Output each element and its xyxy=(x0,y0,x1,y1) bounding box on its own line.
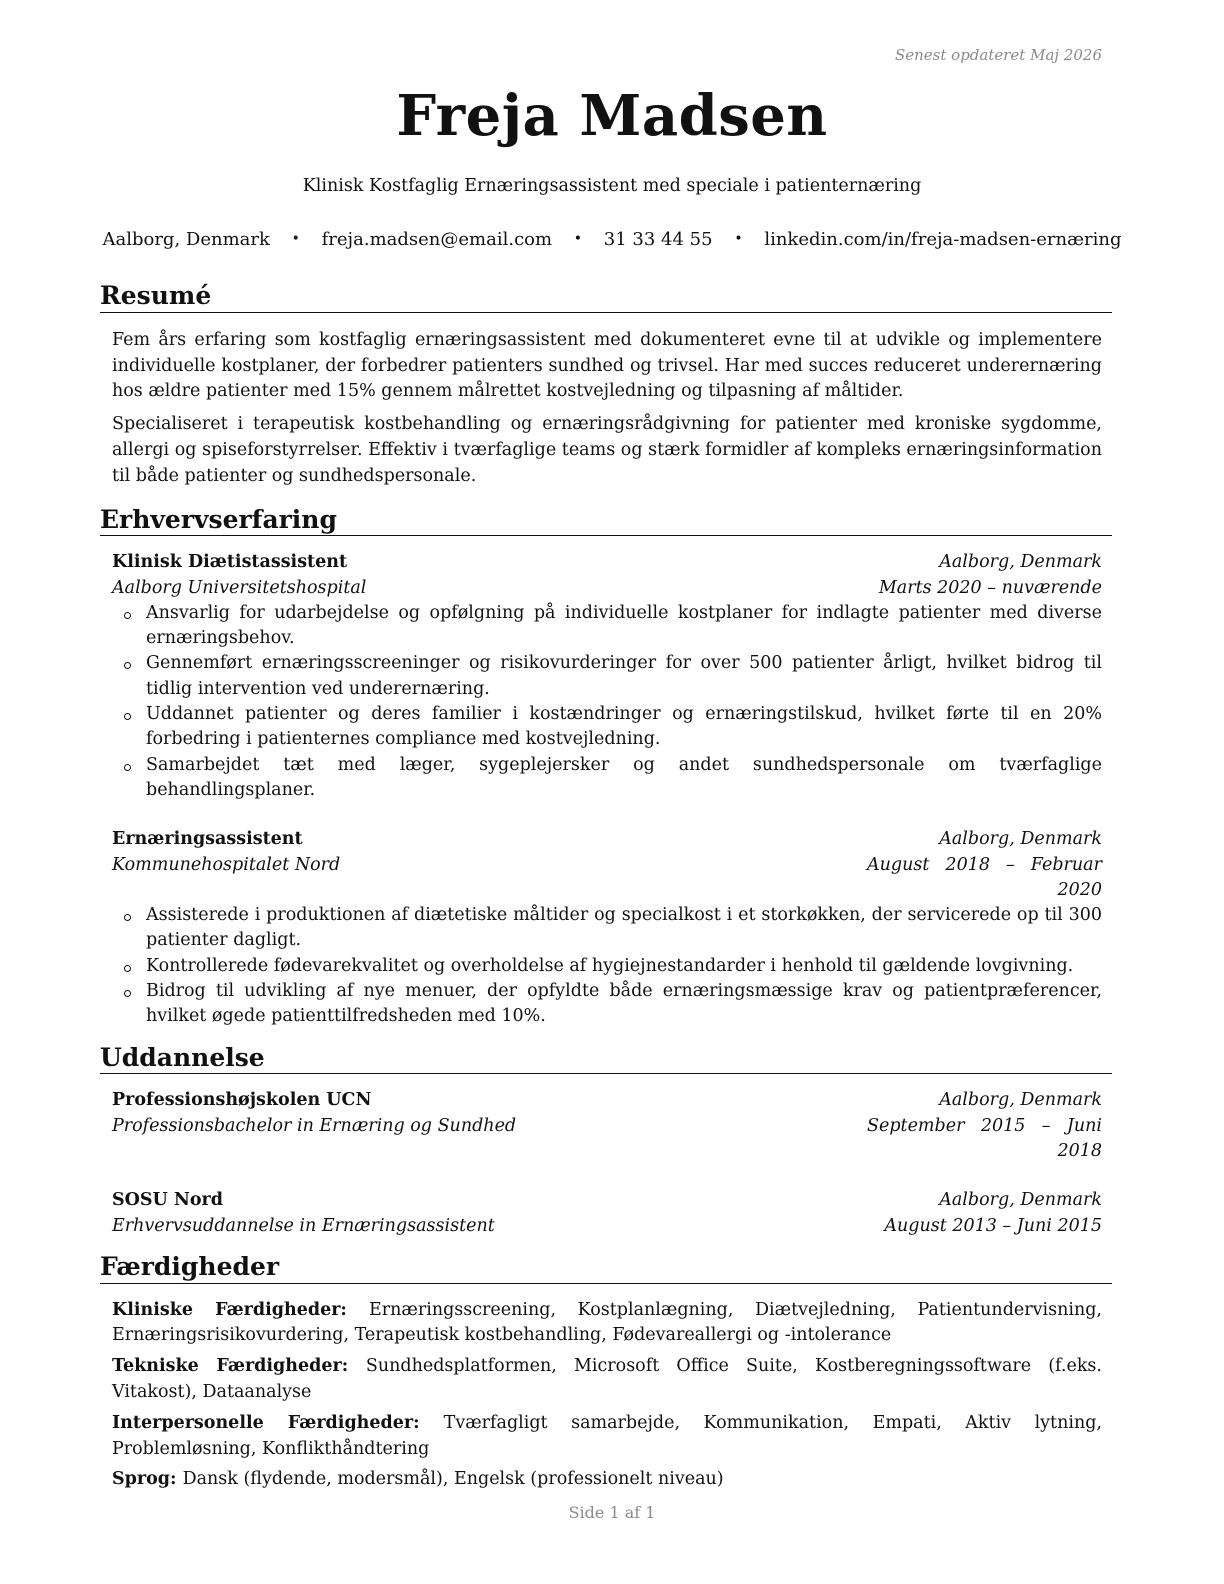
job-bullet: Samarbejdet tæt med læger, sygeplejersker og andet sundhedspersonale om tværfaglige behandlingsplaner. xyxy=(112,753,1102,804)
contact-bar xyxy=(0,229,1224,250)
entry-subheader-row xyxy=(112,853,1102,904)
contact-separator: • xyxy=(291,231,300,247)
skills-section xyxy=(100,1253,1112,1493)
school-name: SOSU Nord xyxy=(112,1190,223,1211)
skill-values: Dansk (flydende, modersmål), Engelsk (professionelt niveau) xyxy=(182,1469,724,1490)
summary-text xyxy=(100,313,1112,500)
skill-line xyxy=(112,1298,1102,1350)
job-bullet: Bidrog til udvikling af nye menuer, der opfyldte både ernæringsmæssige krav og patientpræferencer, hvilket øgede patienttilfredsheden med 10%. xyxy=(112,979,1102,1030)
contact-phone: 31 33 44 55 xyxy=(603,229,713,250)
skill-line xyxy=(112,1467,1102,1493)
skill-values: Tværfagligt samarbejde, Kommunikation, Empati, Aktiv lytning, Problemløsning, Konflikthåndtering xyxy=(112,1412,1102,1459)
job-bullet: Gennemført ernæringsscreeninger og risikovurderinger for over 500 patienter årligt, hvilket bidrog til tidlig intervention ved underernæring. xyxy=(112,651,1102,702)
section-title-education: Uddannelse xyxy=(100,1044,1112,1075)
job-organization: Kommunehospitalet Nord xyxy=(112,854,341,875)
entry-header-row xyxy=(112,550,1102,575)
entry-subheader-row xyxy=(112,1214,1102,1239)
skill-category: Interpersonelle Færdigheder: xyxy=(112,1412,444,1433)
experience-entry xyxy=(100,803,1112,1029)
entry-header-row xyxy=(112,1088,1102,1113)
entry-subheader-row xyxy=(112,576,1102,601)
resume-body xyxy=(100,282,1112,1499)
job-dates: Marts 2020 – nuværende xyxy=(878,577,1102,598)
school-location: Aalborg, Denmark xyxy=(939,1190,1102,1211)
contact-email-link[interactable]: freja.madsen@email.com xyxy=(321,229,553,250)
skill-values: Sundhedsplatformen, Microsoft Office Suite, Kostberegningssoftware (f.eks. Vitakost), Dataanalyse xyxy=(112,1356,1102,1402)
contact-linkedin-link[interactable]: linkedin.com/in/freja-madsen-ernæring xyxy=(764,229,1122,250)
page-number: Side 1 af 1 xyxy=(568,1503,656,1522)
job-bullet: Ansvarlig for udarbejdelse og opfølgning på individuelle kostplaner for indlagte patienter med diverse ernæringsbehov. xyxy=(112,601,1102,652)
job-location: Aalborg, Denmark xyxy=(939,552,1102,573)
job-bullets xyxy=(112,601,1102,803)
summary-paragraph: Fem års erfaring som kostfaglig ernæringsassistent med dokumenteret evne til at udvikle og implementere individuelle kostplaner, der forbedrer patienters sundhed og trivsel. Har med succes reduceret underernæring hos ældre patienter med 15% gennem målrettet kostvejledning og tilpasning af måltider. xyxy=(112,329,1102,402)
entry-subheader-row xyxy=(112,1114,1102,1165)
job-bullet: Uddannet patienter og deres familier i kostændringer og ernæringstilskud, hvilket førte til en 20% forbedring i patienternes compliance med kostvejledning. xyxy=(112,702,1102,753)
candidate-name: Freja Madsen xyxy=(396,83,828,149)
education-section xyxy=(100,1044,1112,1247)
entry-header-row xyxy=(112,827,1102,852)
job-location: Aalborg, Denmark xyxy=(939,829,1102,850)
education-entry xyxy=(100,1164,1112,1239)
contact-separator: • xyxy=(573,231,583,247)
job-dates: August 2018 – Februar 2020 xyxy=(867,854,1102,900)
job-role: Klinisk Diætistassistent xyxy=(112,552,348,573)
contact-location: Aalborg, Denmark xyxy=(102,229,270,250)
summary-paragraph: Specialiseret i terapeutisk kostbehandling og ernæringsrådgivning for patienter med kroniske sygdomme, allergi og spiseforstyrrelser. Effektiv i tværfaglige teams og stærk formidler af kompleks ernæringsinformation til både patienter og sundhedspersonale. xyxy=(112,414,1102,486)
job-bullets xyxy=(112,903,1102,1029)
education-entry xyxy=(100,1074,1112,1164)
contact-separator: • xyxy=(734,231,743,247)
education-dates: August 2013 – Juni 2015 xyxy=(884,1215,1102,1236)
section-title-summary: Resumé xyxy=(100,282,1112,313)
skill-category: Sprog: xyxy=(112,1469,183,1490)
skill-line xyxy=(112,1354,1102,1406)
skills-list xyxy=(100,1284,1112,1494)
last-updated-note: Senest opdateret Maj 2026 xyxy=(894,46,1102,64)
experience-section xyxy=(100,506,1112,1038)
job-bullet: Assisterede i produktionen af diætetiske måltider og specialkost i et storkøkken, der servicerede op til 300 patienter dagligt. xyxy=(112,903,1102,954)
entry-header-row xyxy=(112,1188,1102,1213)
job-bullet: Kontrollerede fødevarekvalitet og overholdelse af hygiejnestandarder i henhold til gældende lovgivning. xyxy=(112,954,1102,979)
education-dates: September 2015 – Juni 2018 xyxy=(867,1115,1102,1161)
experience-entry xyxy=(100,536,1112,803)
job-organization: Aalborg Universitetshospital xyxy=(112,577,367,598)
section-title-experience: Erhvervserfaring xyxy=(100,506,1112,537)
summary-section xyxy=(100,282,1112,500)
skill-line xyxy=(112,1411,1102,1463)
school-location: Aalborg, Denmark xyxy=(939,1090,1102,1111)
candidate-tagline: Klinisk Kostfaglig Ernæringsassistent med speciale i patienternæring xyxy=(302,176,922,196)
skill-category: Tekniske Færdigheder: xyxy=(112,1356,366,1377)
degree-name: Professionsbachelor in Ernæring og Sundhed xyxy=(112,1115,517,1136)
degree-name: Erhvervsuddannelse in Ernæringsassistent xyxy=(112,1215,495,1236)
section-title-skills: Færdigheder xyxy=(100,1253,1112,1284)
skill-values: Ernæringsscreening, Kostplanlægning, Diætvejledning, Patientundervisning, Ernæringsrisikovurdering, Terapeutisk kostbehandling, Fødevareallergi og -intolerance xyxy=(112,1299,1102,1346)
school-name: Professionshøjskolen UCN xyxy=(112,1090,372,1111)
job-role: Ernæringsassistent xyxy=(112,829,303,850)
skill-category: Kliniske Færdigheder: xyxy=(112,1299,369,1320)
